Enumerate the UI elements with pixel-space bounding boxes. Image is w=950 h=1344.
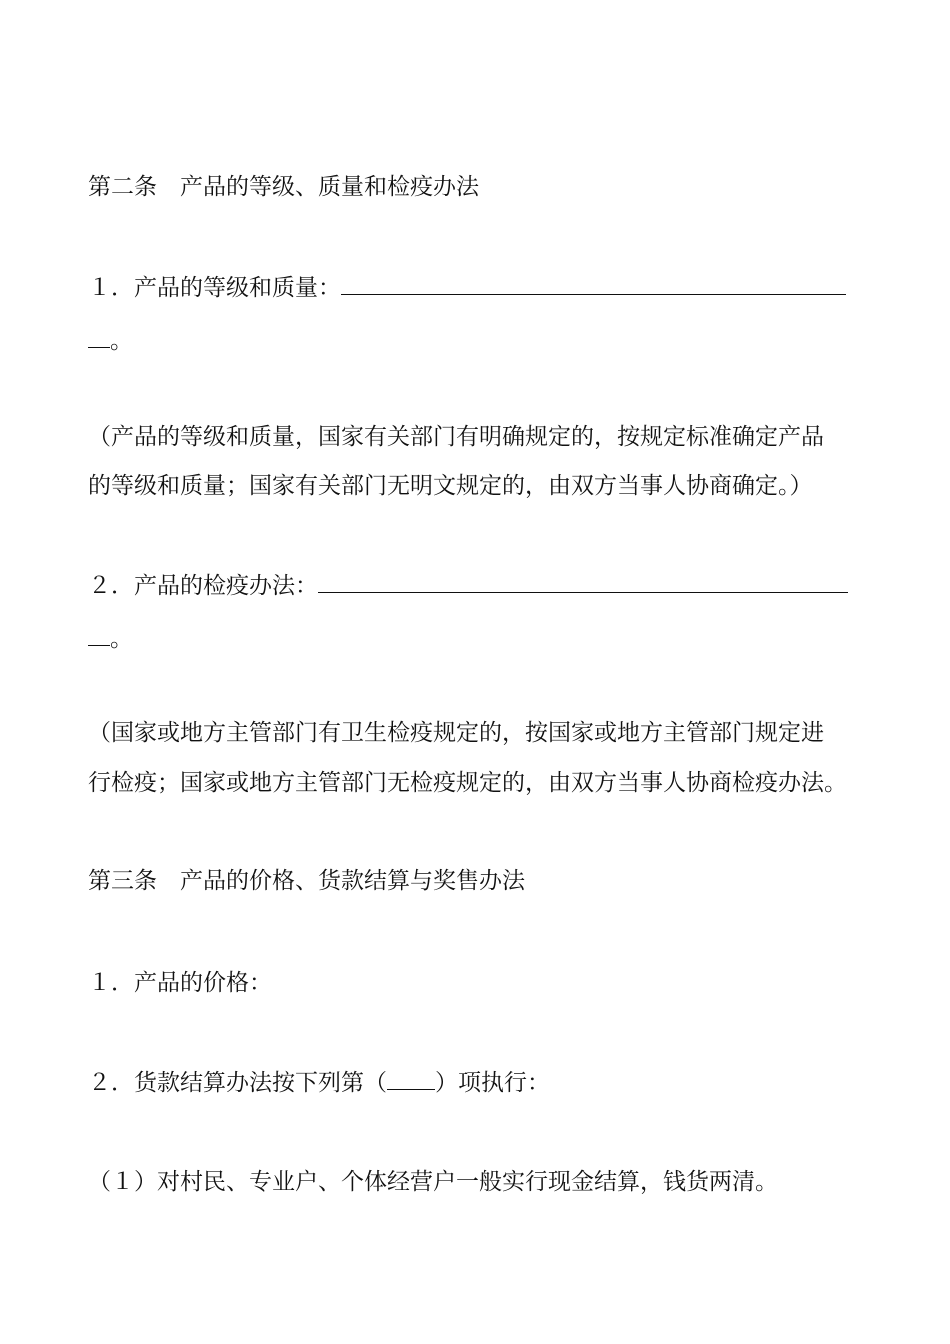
settlement-option-blank[interactable] [387,1067,435,1090]
quarantine-method-blank-continued[interactable] [88,623,110,646]
grade-quality-blank[interactable] [341,272,846,295]
item-2-prefix: ２．货款结算办法按下列第（ [88,1070,387,1096]
quarantine-method-blank[interactable] [318,570,848,593]
article-3-item-2 [88,1067,868,1098]
note-1-line-2: 的等级和质量；国家有关部门无明文规定的，由双方当事人协商确定。） [88,473,813,499]
item-2-period: 。 [110,626,133,652]
note-2-line-1: （国家或地方主管部门有卫生检疫规定的，按国家或地方主管部门规定进 [88,720,824,746]
item-2-label: ２．产品的检疫办法： [88,573,318,599]
article-2-item-1 [88,272,868,303]
item-2-suffix: ）项执行： [435,1070,550,1096]
article-2-heading: 第二条 产品的等级、质量和检疫办法 [88,174,479,200]
article-2-item-2 [88,570,868,601]
grade-quality-blank-continued[interactable] [88,325,110,348]
note-2-line-2: 行检疫；国家或地方主管部门无检疫规定的，由双方当事人协商检疫办法。 [88,770,847,796]
settlement-option-1: （１）对村民、专业户、个体经营户一般实行现金结算，钱货两清。 [88,1169,778,1195]
item-1-period: 。 [110,328,133,354]
article-2-item-2-continuation [88,623,868,654]
article-2-item-1-continuation [88,325,868,356]
note-1-line-1: （产品的等级和质量，国家有关部门有明确规定的，按规定标准确定产品 [88,424,824,450]
article-3-item-1: １．产品的价格： [88,970,272,996]
article-3-heading: 第三条 产品的价格、货款结算与奖售办法 [88,868,525,894]
item-1-label: １．产品的等级和质量： [88,275,341,301]
